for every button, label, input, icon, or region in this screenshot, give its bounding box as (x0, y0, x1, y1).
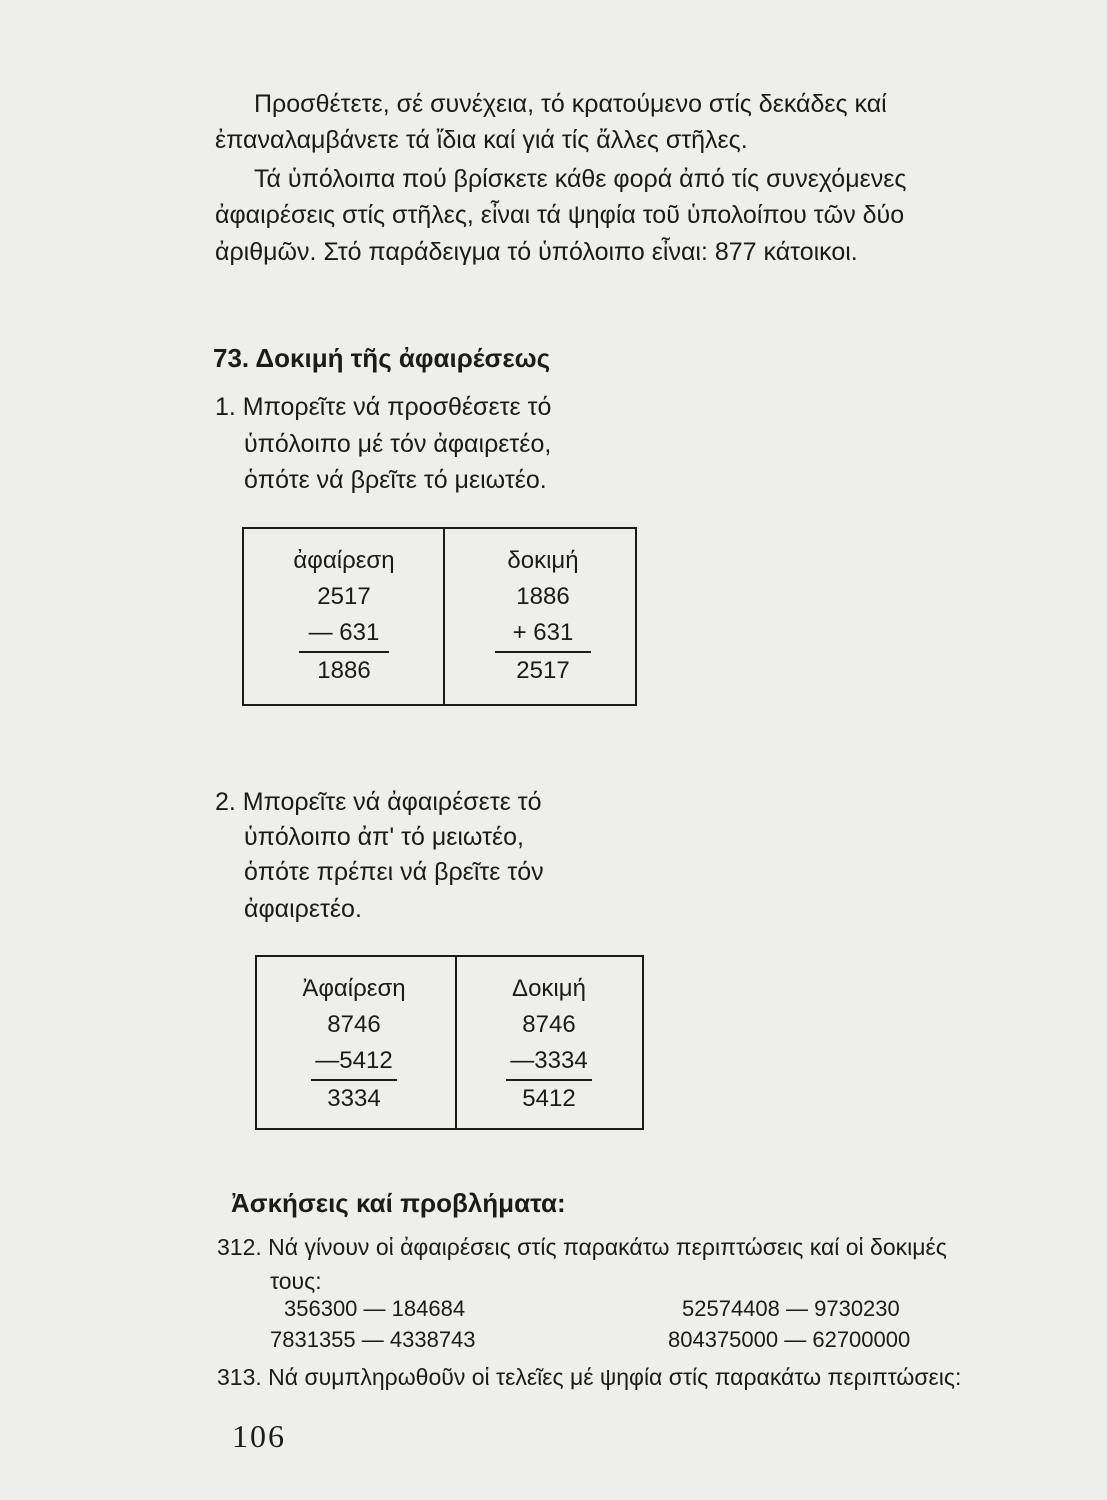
rule2-line-3: ὁπότε πρέπει νά βρεῖτε τόν (244, 858, 544, 886)
intro-line-2: ἐπαναλαμβάνετε τά ἴδια καί γιά τίς ἄλλες στῆλες. (215, 126, 748, 154)
rule1-line-3: ὁπότε νά βρεῖτε τό μειωτέο. (244, 466, 547, 494)
exercise-312-item-a: 356300 — 184684 (284, 1296, 466, 1321)
sum: 2517 (516, 657, 570, 684)
difference: 3334 (327, 1085, 381, 1112)
subtraction-column (279, 977, 429, 1123)
exercise-312-line-1: 312. Νά γίνουν οἱ ἀφαιρέσεις στίς παρακάτω περιπτώσεις καί οἱ δοκιμές (217, 1234, 947, 1260)
intro-line-4: ἀφαιρέσεις στίς στῆλες, εἶναι τά ψηφία τοῦ ὑπολοίπου τῶν δύο (215, 201, 905, 229)
rule2-line-1: 2. Μπορεῖτε νά ἀφαιρέσετε τό (215, 788, 542, 816)
minuend: 2517 (317, 583, 371, 610)
difference-rule (311, 1079, 397, 1081)
exercise-312-line-2: τους: (270, 1268, 322, 1294)
subtraction-check-table-2 (255, 955, 644, 1130)
table-divider (443, 529, 445, 704)
column-header: Δοκιμή (512, 975, 586, 1002)
minuend: 8746 (522, 1011, 576, 1038)
rule1-line-1: 1. Μπορεῖτε νά προσθέσετε τό (215, 393, 552, 421)
intro-line-3: Τά ὑπόλοιπα πού βρίσκετε κάθε φορά ἀπό τίς συνεχόμενες (254, 165, 907, 193)
minuend: 8746 (327, 1011, 381, 1038)
column-header: δοκιμή (507, 547, 579, 574)
check-column (479, 977, 619, 1123)
difference: 5412 (522, 1085, 576, 1112)
exercise-312-item-d: 804375000 — 62700000 (668, 1327, 911, 1352)
subtraction-column (272, 549, 416, 695)
section-title: 73. Δοκιμή τῆς ἀφαιρέσεως (213, 343, 551, 373)
rule2-line-2-text: ὑπόλοιπο ἀπ' τό μειωτέο, (244, 823, 524, 851)
rule1-line-2: ὑπόλοιπο μέ τόν ἀφαιρετέο, (244, 430, 552, 458)
subtrahend: — 631 (308, 619, 380, 646)
subtrahend: —3334 (510, 1047, 588, 1074)
rule2-line-2 (244, 825, 634, 850)
sum-rule (495, 651, 591, 653)
sum-rule (299, 651, 389, 653)
exercise-313: 313. Νά συμπληρωθοῦν οἱ τελεῖες μέ ψηφία στίς παρακάτω περιπτώσεις: (217, 1364, 962, 1390)
exercises-title: Ἀσκήσεις καί προβλήματα: (231, 1188, 566, 1218)
subtraction-check-table-1 (242, 527, 637, 706)
rule2-line-4: ἀφαιρετέο. (244, 895, 362, 923)
page-number: 106 (232, 1418, 286, 1454)
intro-line-5: ἀριθμῶν. Στό παράδειγμα τό ὑπόλοιπο εἶναι: 877 κάτοικοι. (215, 238, 858, 266)
exercise-312-item-b: 52574408 — 9730230 (682, 1296, 900, 1321)
column-header: ἀφαίρεση (293, 547, 395, 574)
exercise-312-item-c: 7831355 — 4338743 (270, 1327, 476, 1352)
table-divider (455, 957, 457, 1128)
addend-2: + 631 (512, 619, 574, 646)
addend-1: 1886 (516, 583, 570, 610)
subtrahend: —5412 (315, 1047, 393, 1074)
difference: 1886 (317, 657, 371, 684)
intro-line-1: Προσθέτετε, σέ συνέχεια, τό κρατούμενο στίς δεκάδες καί (254, 90, 887, 118)
check-column (476, 549, 610, 695)
difference-rule (506, 1079, 592, 1081)
column-header: Ἀφαίρεση (302, 975, 406, 1002)
